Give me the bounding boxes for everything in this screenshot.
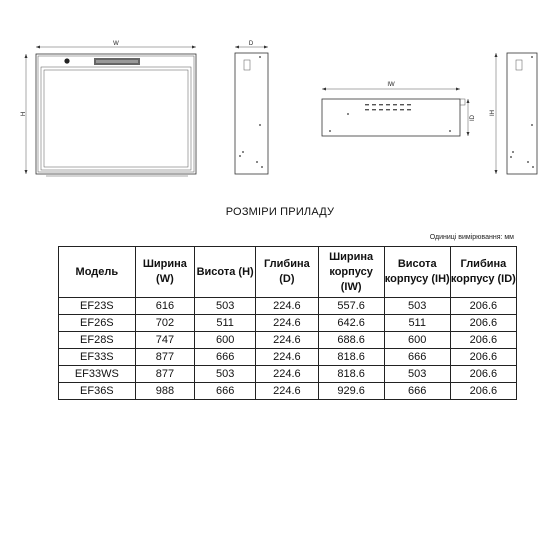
header-inner-height: Висота корпусу (IH)	[384, 247, 450, 298]
cell-height: 503	[195, 298, 256, 315]
cell-model: EF23S	[59, 298, 136, 315]
cell-inner-width: 818.6	[318, 349, 384, 366]
header-width: Ширина (W)	[135, 247, 194, 298]
cell-inner-depth: 206.6	[450, 383, 516, 400]
cell-height: 503	[195, 366, 256, 383]
table-row	[59, 349, 517, 366]
dimensions-table	[58, 246, 517, 400]
cell-inner-width: 818.6	[318, 366, 384, 383]
cell-model: EF28S	[59, 332, 136, 349]
dim-label-w: W	[113, 41, 119, 47]
cell-inner-depth: 206.6	[450, 366, 516, 383]
cell-inner-width: 688.6	[318, 332, 384, 349]
cell-height: 666	[195, 383, 256, 400]
cell-height: 511	[195, 315, 256, 332]
cell-width: 616	[135, 298, 194, 315]
cell-model: EF33S	[59, 349, 136, 366]
cell-inner-depth: 206.6	[450, 298, 516, 315]
dim-label-id: ID	[470, 115, 476, 121]
cell-inner-height: 503	[384, 298, 450, 315]
cell-model: EF26S	[59, 315, 136, 332]
table-header-row	[59, 247, 517, 298]
cell-inner-width: 557.6	[318, 298, 384, 315]
header-depth: Глибина (D)	[256, 247, 318, 298]
cell-inner-depth: 206.6	[450, 349, 516, 366]
cell-model: EF36S	[59, 383, 136, 400]
cell-width: 702	[135, 315, 194, 332]
table-row	[59, 383, 517, 400]
dim-label-iw: IW	[387, 82, 395, 88]
dim-label-d: D	[248, 41, 254, 47]
dim-label-ih: IH	[490, 110, 496, 116]
cell-width: 747	[135, 332, 194, 349]
dim-label-h: H	[21, 111, 27, 117]
table-row	[59, 332, 517, 349]
cell-depth: 224.6	[256, 366, 318, 383]
cell-inner-height: 503	[384, 366, 450, 383]
header-model: Модель	[59, 247, 136, 298]
cell-inner-width: 642.6	[318, 315, 384, 332]
header-height: Висота (H)	[195, 247, 256, 298]
cell-depth: 224.6	[256, 298, 318, 315]
cell-inner-depth: 206.6	[450, 332, 516, 349]
cell-height: 600	[195, 332, 256, 349]
cell-width: 988	[135, 383, 194, 400]
cell-height: 666	[195, 349, 256, 366]
header-inner-depth: Глибина корпусу (ID)	[450, 247, 516, 298]
table-row	[59, 315, 517, 332]
cell-inner-height: 600	[384, 332, 450, 349]
cell-depth: 224.6	[256, 349, 318, 366]
cell-inner-width: 929.6	[318, 383, 384, 400]
top-view-drawing	[322, 82, 476, 136]
cell-depth: 224.6	[256, 383, 318, 400]
front-view-drawing	[21, 41, 196, 176]
header-inner-width: Ширина корпусу (IW)	[318, 247, 384, 298]
cell-depth: 224.6	[256, 315, 318, 332]
side-view-drawing	[235, 41, 268, 174]
section-title: РОЗМІРИ ПРИЛАДУ	[225, 206, 335, 218]
inner-side-view-drawing	[490, 53, 537, 174]
technical-drawings	[0, 0, 560, 210]
table-row	[59, 366, 517, 383]
cell-width: 877	[135, 349, 194, 366]
cell-inner-depth: 206.6	[450, 315, 516, 332]
cell-inner-height: 666	[384, 383, 450, 400]
cell-inner-height: 511	[384, 315, 450, 332]
unit-note: Одиниці вимірювання: мм	[429, 234, 514, 241]
cell-inner-height: 666	[384, 349, 450, 366]
cell-model: EF33WS	[59, 366, 136, 383]
cell-depth: 224.6	[256, 332, 318, 349]
cell-width: 877	[135, 366, 194, 383]
table-row	[59, 298, 517, 315]
